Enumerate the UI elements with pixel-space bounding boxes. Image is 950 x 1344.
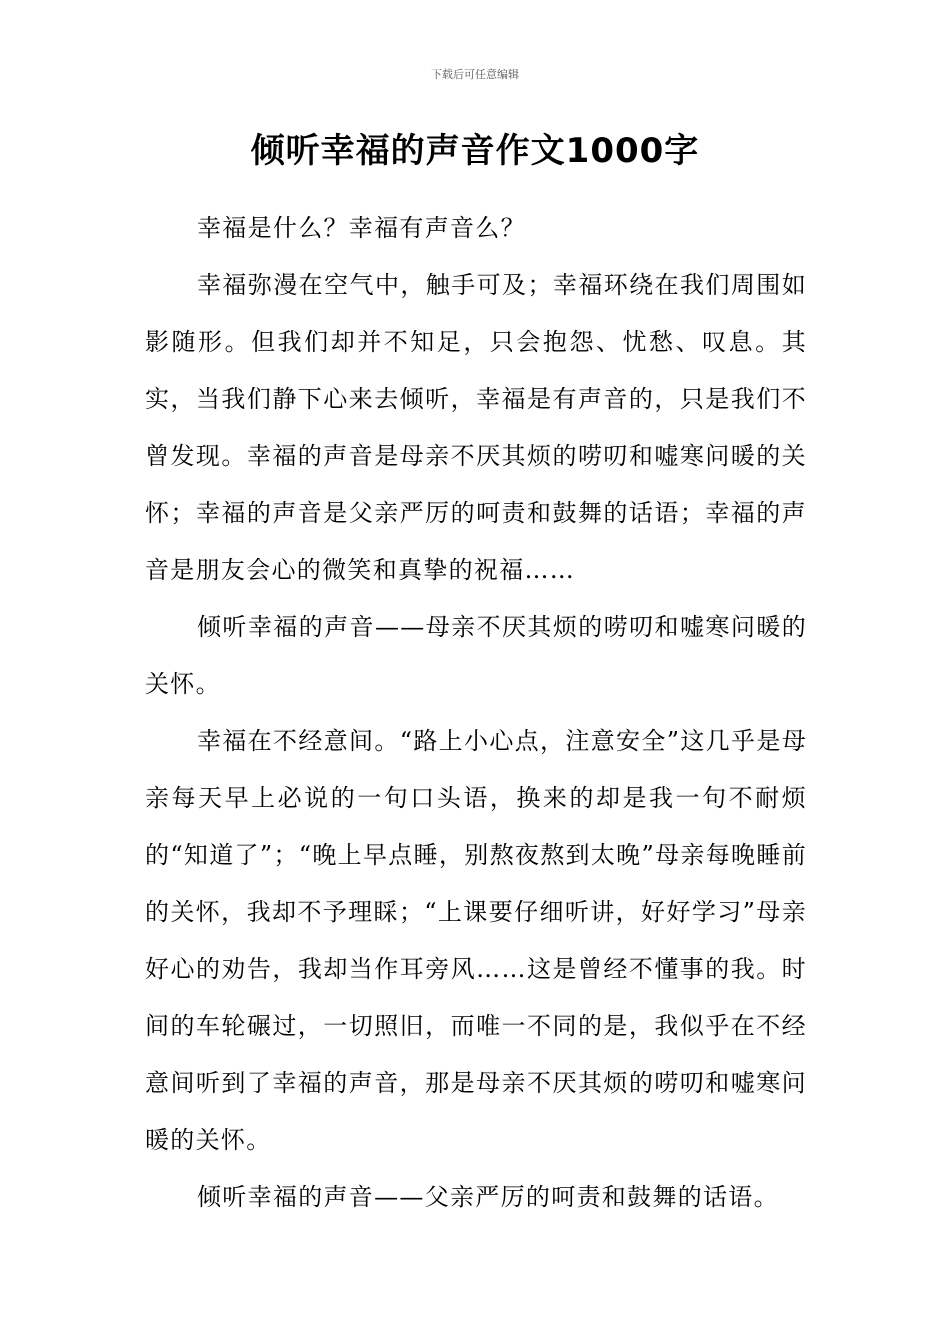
- paragraph: 倾听幸福的声音——母亲不厌其烦的唠叨和嘘寒问暖的关怀。: [145, 613, 807, 698]
- paragraph: 幸福弥漫在空气中，触手可及；幸福环绕在我们周围如影随形。但我们却并不知足，只会抱怨、忧愁、叹息。其实，当我们静下心来去倾听，幸福是有声音的，只是我们不曾发现。幸福的声音是母亲不厌其烦的唠叨和嘘寒问暖的关怀；幸福的声音是父亲严厉的呵责和鼓舞的话语；幸福的声音是朋友会心的微笑和真挚的祝福……: [145, 271, 807, 584]
- article-body: [145, 200, 807, 1226]
- page-title: 倾听幸福的声音作文1000字: [250, 131, 700, 171]
- paragraph: 倾听幸福的声音——父亲严厉的呵责和鼓舞的话语。: [197, 1183, 779, 1211]
- paragraph: 幸福是什么？幸福有声音么？: [197, 214, 526, 242]
- paragraph: 幸福在不经意间。“路上小心点，注意安全”这几乎是母亲每天早上必说的一句口头语，换来的却是我一句不耐烦的“知道了”；“晚上早点睡，别熬夜熬到太晚”母亲每晚睡前的关怀，我却不予理睬；“上课要仔细听讲，好好学习”母亲好心的劝告，我却当作耳旁风……这是曾经不懂事的我。时间的车轮碾过，一切照旧，而唯一不同的是，我似乎在不经意间听到了幸福的声音，那是母亲不厌其烦的唠叨和嘘寒问暖的关怀。: [145, 727, 807, 1154]
- header-note: 下载后可任意编辑: [431, 68, 519, 81]
